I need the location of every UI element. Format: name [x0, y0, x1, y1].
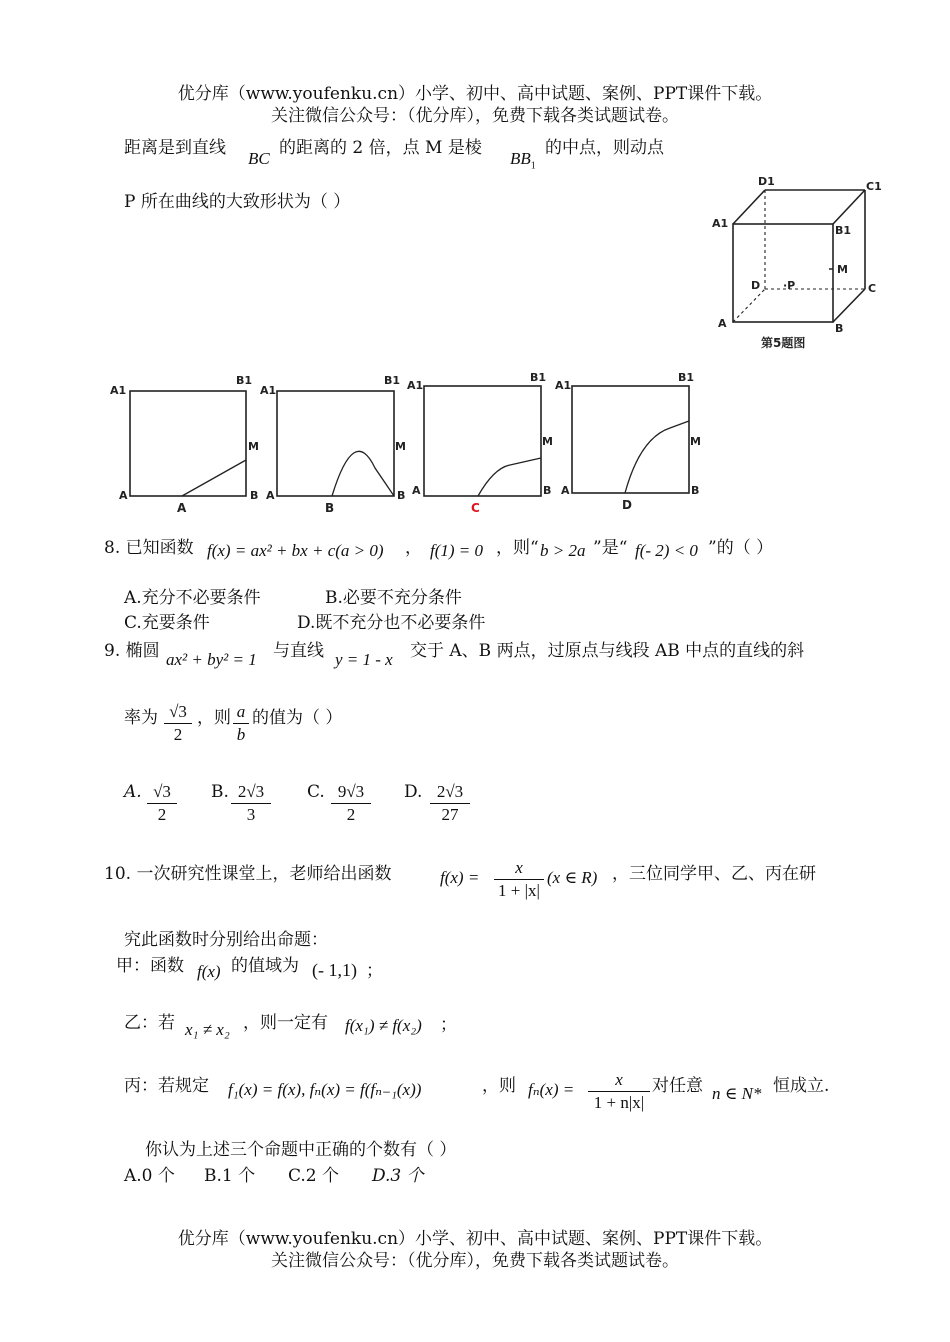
graph-d-label-b1: B1: [678, 371, 695, 384]
graph-b-label-a1: A1: [260, 384, 277, 397]
q10-f-domain: (x ∈ R): [547, 868, 598, 887]
q9-opt-a-label: A.: [124, 782, 142, 802]
q10-bing-n: n ∈ N*: [712, 1084, 762, 1103]
q9-opt-d-den: 27: [441, 805, 459, 824]
q10-bing-a: 丙：若规定: [124, 1076, 209, 1096]
graph-a-label-a: A: [119, 489, 128, 502]
q10-f-lhs: f(x) =: [440, 868, 480, 887]
q10-jia-fx: f(x): [197, 962, 221, 981]
graph-c-label-b1: B1: [530, 371, 547, 384]
graph-c-label-m: M: [542, 435, 553, 448]
cube-label-d: D: [751, 279, 761, 292]
q7-math-bb1: $BB_1$: [510, 149, 536, 172]
q9-opt-c-label: C.: [307, 782, 325, 802]
q10-bing-def: f₁(x) = f(x), fₙ(x) = f(fₙ₋₁(x)): [228, 1080, 422, 1099]
q8-cond2: f(- 2) < 0: [635, 541, 698, 560]
footer-line-1: 优分库（www.youfenku.cn）小学、初中、高中试题、案例、PPT课件下载。: [177, 1229, 773, 1249]
q9-ab-fraction: [233, 702, 249, 745]
q8-option-c: C.充要条件: [124, 613, 210, 633]
q10-yi-result: f(x₁) ≠ f(x₂): [345, 1016, 422, 1035]
q9-opt-b-den: 3: [246, 805, 256, 824]
graph-d-label-m: M: [690, 435, 701, 448]
q9-line2-c: 的值为（ ）: [252, 708, 343, 728]
q9-opt-c-num: 9√3: [337, 782, 365, 801]
q10-bing-lhs: fₙ(x) =: [528, 1080, 575, 1099]
q10-prefix: 10. 一次研究性课堂上，老师给出函数: [104, 864, 392, 884]
q10-bing-num: x: [615, 1070, 623, 1089]
q8-option-a: A.充分不必要条件: [124, 588, 261, 608]
q9-prefix: 9. 椭圆: [104, 641, 160, 661]
cube-hidden-edge: [733, 289, 765, 322]
header-line-2: 关注微信公众号：（优分库），免费下载各类试题试卷。: [271, 106, 679, 126]
q8-then: ，则“: [496, 538, 539, 558]
q10-yi-b: ，则一定有: [243, 1013, 328, 1033]
q10-option-a: A.0 个: [124, 1166, 175, 1186]
q9-ab-den: b: [236, 725, 246, 744]
q9-opt-d-label: D.: [404, 782, 423, 802]
q10-suffix: ，三位同学甲、乙、丙在研: [612, 864, 816, 884]
q7-math-bc: BC: [248, 149, 270, 168]
q10-line-2: 究此函数时分别给出命题：: [124, 930, 328, 950]
graph-c: [407, 371, 553, 515]
q9-line2-b: ，则: [197, 708, 231, 728]
q8-fx-def: f(x) = ax² + bx + c(a > 0): [207, 541, 384, 560]
q7-text-b: 的距离的 2 倍，点 M 是棱: [279, 138, 482, 158]
q9-slope-den: 2: [173, 725, 183, 744]
q10-option-b: B.1 个: [204, 1166, 256, 1186]
q9-with-line: 与直线: [273, 641, 324, 661]
cube-label-m: M: [837, 263, 848, 276]
q7-text-a: 距离是到直线: [124, 138, 226, 158]
q10-bing-fraction: [588, 1070, 650, 1113]
q10-bing-c: 对任意: [652, 1076, 703, 1096]
cube-label-d1: D1: [758, 175, 775, 188]
graph-b-label-b1: B1: [384, 374, 401, 387]
graph-c-option: C: [471, 501, 480, 515]
q10-question: 你认为上述三个命题中正确的个数有（ ）: [145, 1140, 457, 1160]
cube-label-c: C: [868, 282, 877, 295]
q8-suffix: ”的（ ）: [708, 538, 774, 558]
graph-b-label-a: A: [266, 489, 275, 502]
graph-b-option: B: [325, 501, 335, 515]
q10-f-num: x: [515, 858, 523, 877]
q10-jia-end: ；: [366, 961, 383, 981]
q9-slope-fraction: [164, 702, 192, 745]
q8-cond: b > 2a: [540, 541, 586, 560]
q10-yi-cond: x₁ ≠ x₂: [185, 1020, 230, 1039]
q8-option-d: D.既不充分也不必要条件: [297, 613, 486, 633]
graph-a-curve: [182, 460, 246, 496]
cube-label-a1: A1: [712, 217, 729, 230]
q10-bing-den: 1 + n|x|: [593, 1093, 645, 1112]
q9-opt-a-den: 2: [157, 805, 167, 824]
graph-d-curve: [625, 421, 689, 493]
q10-jia-b: 的值域为: [231, 956, 299, 976]
q9-opt-d-fraction: [430, 782, 470, 825]
graph-d-label-b: B: [691, 484, 700, 497]
graph-a-label-b: B: [250, 489, 259, 502]
graph-d: [555, 371, 701, 512]
q10-option-c: C.2 个: [288, 1166, 340, 1186]
q9-ellipse: ax² + by² = 1: [166, 650, 257, 669]
option-graphs: [110, 368, 710, 518]
q10-f-fraction: [494, 858, 544, 901]
q8-f1: f(1) = 0: [430, 541, 484, 560]
q9-opt-a-fraction: [147, 782, 177, 825]
q9-opt-a-num: √3: [153, 782, 171, 801]
q10-bing-b: ，则: [482, 1076, 516, 1096]
q9-opt-c-den: 2: [346, 805, 356, 824]
graph-a: [110, 374, 259, 515]
q9-ab-num: a: [236, 702, 246, 721]
cube-edge: [833, 190, 865, 224]
graph-d-label-a1: A1: [555, 379, 572, 392]
q9-line2-a: 率为: [124, 708, 158, 728]
graph-b-label-m: M: [395, 440, 406, 453]
graph-b-curve: [332, 451, 394, 496]
graph-b-label-b: B: [397, 489, 406, 502]
graph-a-label-a1: A1: [110, 384, 127, 397]
cube-label-c1: C1: [866, 180, 882, 193]
q10-yi-a: 乙：若: [124, 1013, 175, 1033]
graph-c-label-a: A: [412, 484, 421, 497]
q9-opt-d-num: 2√3: [436, 782, 464, 801]
q7-text-c: 的中点，则动点: [545, 138, 664, 158]
footer-line-2: 关注微信公众号：（优分库），免费下载各类试题试卷。: [271, 1251, 679, 1271]
q9-opt-b-num: 2√3: [237, 782, 265, 801]
graph-a-label-b1: B1: [236, 374, 253, 387]
q8-is: ”是“: [593, 538, 628, 558]
q10-f-den: 1 + |x|: [498, 881, 540, 900]
cube-edge: [733, 190, 765, 224]
cube-label-p: ·P: [783, 279, 796, 292]
cube-edge: [833, 289, 865, 322]
cube-label-a: A: [718, 317, 727, 330]
q8-comma: ，: [405, 538, 422, 558]
graph-d-label-a: A: [561, 484, 570, 497]
header-line-1: 优分库（www.youfenku.cn）小学、初中、高中试题、案例、PPT课件下载。: [177, 84, 773, 104]
q10-jia-a: 甲：函数: [116, 956, 184, 976]
cube-label-b1: B1: [835, 224, 852, 237]
graph-b: [260, 374, 406, 515]
cube-label-b: B: [835, 322, 844, 335]
q9-suffix: 交于 A、B 两点，过原点与线段 AB 中点的直线的斜: [410, 641, 805, 661]
q10-jia-range: (- 1,1): [312, 960, 357, 980]
q9-opt-c-fraction: [331, 782, 371, 825]
graph-a-label-m: M: [248, 440, 259, 453]
q8-option-b: B.必要不充分条件: [325, 588, 462, 608]
graph-c-label-a1: A1: [407, 379, 424, 392]
graph-c-label-b: B: [543, 484, 552, 497]
q9-slope-num: √3: [169, 702, 187, 721]
q10-bing-d: 恒成立.: [773, 1076, 830, 1096]
q9-opt-b-fraction: [231, 782, 271, 825]
graph-d-option: D: [622, 498, 632, 512]
graph-a-option: A: [177, 501, 187, 515]
cube-figure: [708, 172, 888, 352]
graph-c-curve: [478, 458, 541, 496]
q9-opt-b-label: B.: [211, 782, 229, 802]
q7-line-2: P 所在曲线的大致形状为（ ）: [124, 192, 351, 212]
q8-prefix: 8. 已知函数: [104, 538, 194, 558]
q9-line-eq: y = 1 - x: [335, 650, 393, 669]
q10-option-d: D.3 个: [372, 1166, 424, 1186]
cube-caption: 第5题图: [761, 336, 806, 350]
q10-yi-end: ；: [440, 1015, 457, 1035]
